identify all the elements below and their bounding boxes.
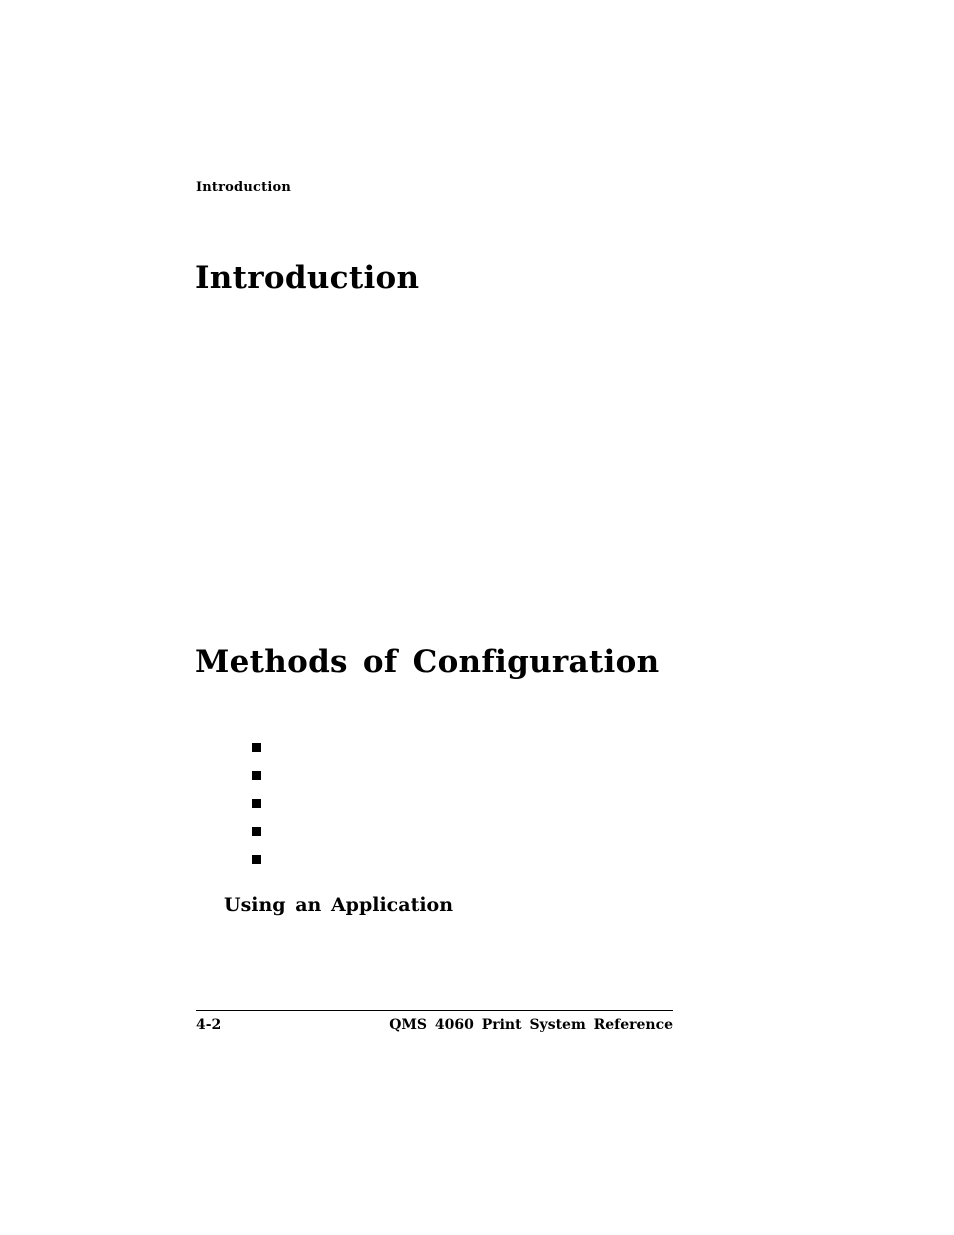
square-bullet-icon	[252, 799, 261, 808]
section-title-methods-of-configuration: Methods of Configuration	[195, 644, 660, 680]
square-bullet-icon	[252, 827, 261, 836]
square-bullet-icon	[252, 743, 261, 752]
page-number: 4-2	[196, 1017, 222, 1033]
running-header: Introduction	[196, 180, 291, 195]
subsection-title-using-an-application: Using an Application	[224, 894, 454, 916]
section-title-introduction: Introduction	[195, 260, 420, 296]
footer-book-title: QMS 4060 Print System Reference	[389, 1017, 673, 1033]
square-bullet-icon	[252, 771, 261, 780]
square-bullet-icon	[252, 855, 261, 864]
footer-divider	[196, 1010, 673, 1011]
